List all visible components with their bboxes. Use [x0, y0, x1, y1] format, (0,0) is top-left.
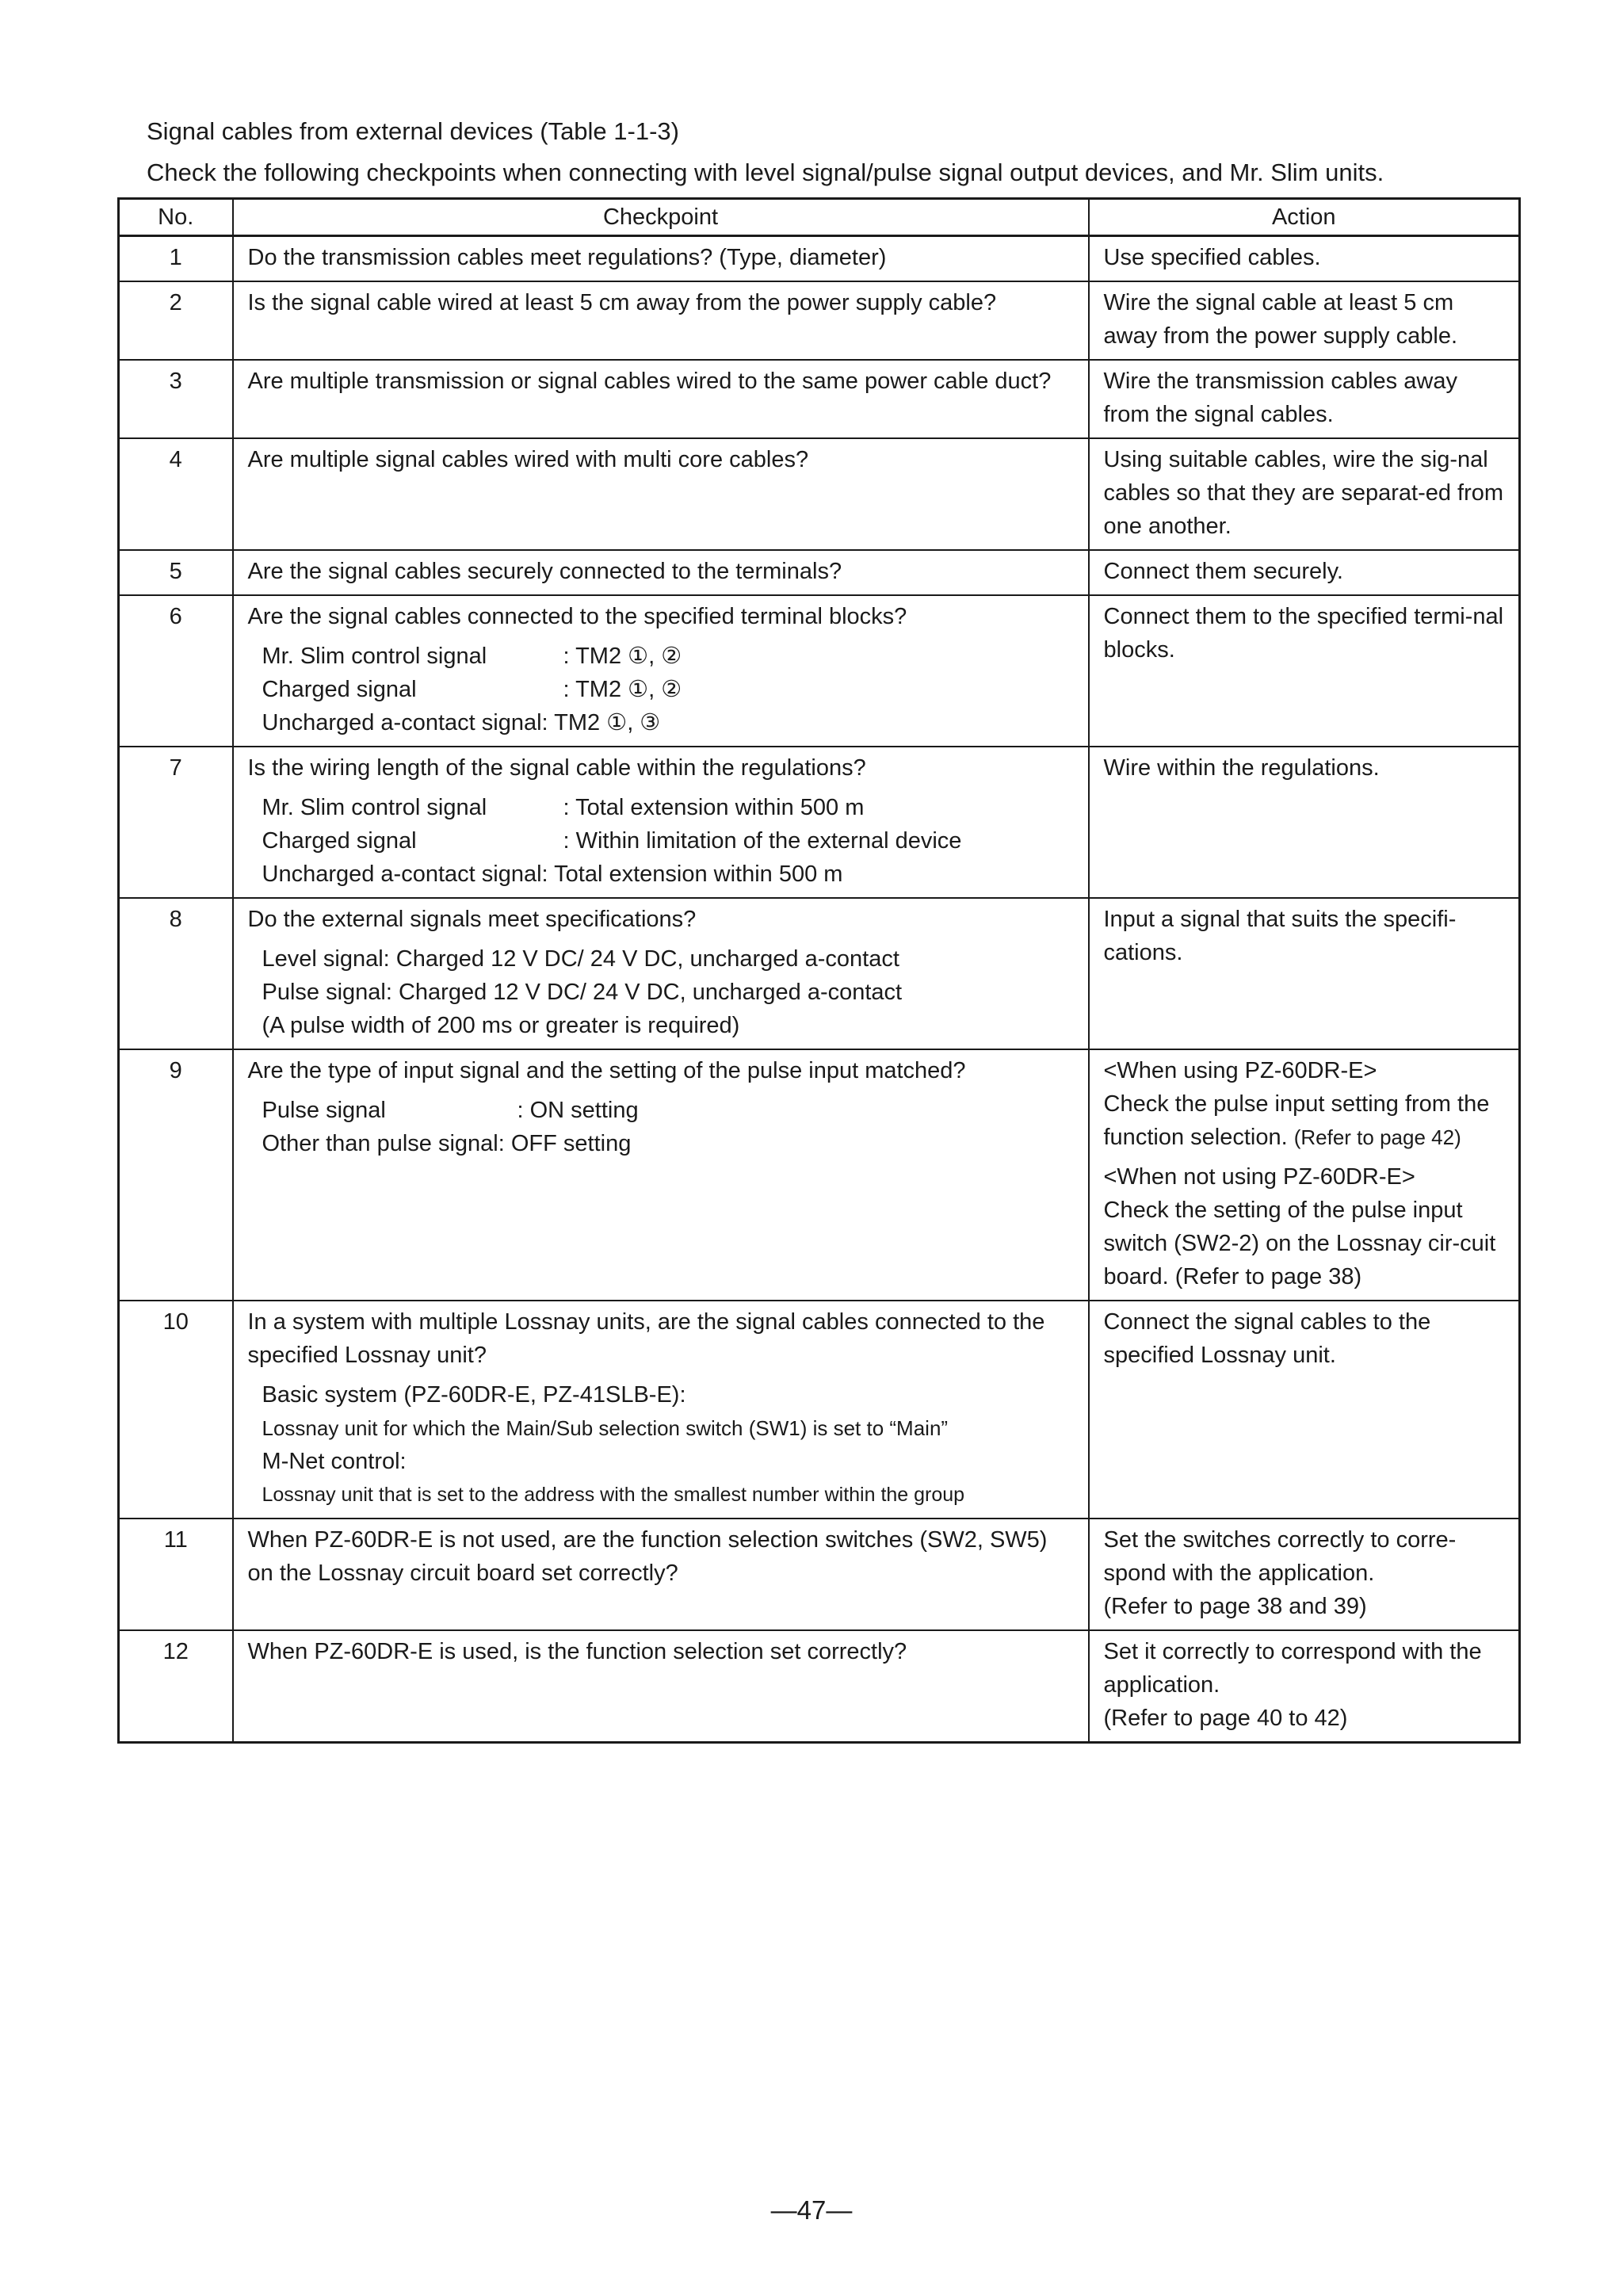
table-row: [119, 595, 1520, 747]
detail-label: Charged signal: [262, 828, 417, 854]
detail-label: Charged signal: [262, 677, 417, 702]
row-number: 9: [119, 1049, 233, 1301]
checkpoint-question: Is the wiring length of the signal cable within the regulations?: [247, 755, 866, 781]
checkpoint-question: Do the transmission cables meet regulations? (Type, diameter): [233, 236, 1089, 282]
table-row: [119, 360, 1520, 438]
checkpoint-question: Are multiple transmission or signal cables wired to the same power cable duct?: [233, 360, 1089, 438]
system-list: [248, 1378, 1074, 1511]
checkpoint-question: Do the external signals meet specifications?: [247, 907, 697, 932]
row-number: 10: [119, 1301, 233, 1519]
row-number: 12: [119, 1630, 233, 1743]
detail-line: Lossnay unit that is set to the address with the smallest number within the group: [262, 1484, 965, 1506]
detail-value: : ON setting: [517, 1098, 639, 1123]
row-number: 11: [119, 1519, 233, 1630]
detail-line: Basic system (PZ-60DR-E, PZ-41SLB-E):: [262, 1382, 686, 1408]
row-number: 5: [119, 550, 233, 595]
detail-line: [262, 791, 1074, 824]
detail-line: [262, 1094, 1074, 1127]
table-row: [119, 747, 1520, 898]
checkpoint-cell: [233, 1049, 1089, 1301]
action-subheading: <When using PZ-60DR-E>: [1103, 1058, 1377, 1083]
pulse-setting-list: [248, 1094, 1074, 1160]
table-row: [119, 1301, 1520, 1519]
detail-value: : TM2 ①, ②: [563, 644, 682, 669]
row-number: 1: [119, 236, 233, 282]
detail-value: : TM2 ①, ②: [563, 677, 682, 702]
checkpoint-question: In a system with multiple Lossnay units, are the signal cables connected to the specified Lossnay unit?: [247, 1309, 1045, 1368]
table-row: [119, 1049, 1520, 1301]
page-reference: (Refer to page 38 and 39): [1103, 1594, 1367, 1619]
table-description: Check the following checkpoints when connecting with level signal/pulse signal output devices, and Mr. Slim units.: [147, 159, 1384, 186]
checkpoint-question: Are multiple signal cables wired with multi core cables?: [233, 438, 1089, 550]
table-title: Signal cables from external devices (Table 1-1-3): [147, 117, 679, 145]
detail-line: Pulse signal: Charged 12 V DC/ 24 V DC, uncharged a-contact: [262, 980, 903, 1005]
action-text: Use specified cables.: [1089, 236, 1520, 282]
detail-line: M-Net control:: [262, 1449, 407, 1474]
action-block-using: [1104, 1054, 1505, 1154]
column-header-action: Action: [1089, 199, 1520, 236]
detail-line: Level signal: Charged 12 V DC/ 24 V DC, uncharged a-contact: [262, 946, 899, 972]
checkpoint-question: Are the type of input signal and the setting of the pulse input matched?: [247, 1058, 966, 1083]
table-row: [119, 898, 1520, 1049]
action-text: Connect the signal cables to the specified Lossnay unit.: [1089, 1301, 1520, 1519]
row-number: 7: [119, 747, 233, 898]
detail-line: [262, 1127, 1074, 1160]
action-cell: [1089, 1519, 1520, 1630]
detail-label: Mr. Slim control signal: [262, 644, 487, 669]
action-text: Wire within the regulations.: [1089, 747, 1520, 898]
checkpoint-cell: [233, 595, 1089, 747]
detail-label: Uncharged a-contact signal: [262, 710, 542, 735]
detail-value: : Within limitation of the external device: [563, 828, 962, 854]
action-cell: [1089, 1630, 1520, 1743]
table-row: [119, 281, 1520, 360]
action-text: Set the switches correctly to corre-spond with the application.: [1103, 1527, 1457, 1586]
detail-line: [262, 858, 1074, 891]
action-text: Connect them to the specified termi-nal blocks.: [1089, 595, 1520, 747]
detail-value: : TM2 ①, ③: [541, 710, 661, 735]
action-text: Check the setting of the pulse input switch (SW2-2) on the Lossnay cir-cuit board. (Refer to page 38): [1103, 1198, 1496, 1289]
action-text: Set it correctly to correspond with the application.: [1103, 1639, 1482, 1698]
detail-value: : OFF setting: [498, 1131, 632, 1156]
detail-line: (A pulse width of 200 ms or greater is required): [262, 1013, 740, 1038]
table-header-row: [119, 199, 1520, 236]
column-header-no: No.: [119, 199, 233, 236]
detail-line: [262, 706, 1074, 739]
column-header-checkpoint: Checkpoint: [233, 199, 1089, 236]
checkpoint-question: Are the signal cables connected to the specified terminal blocks?: [247, 604, 907, 629]
action-text: Wire the signal cable at least 5 cm away from the power supply cable.: [1089, 281, 1520, 360]
detail-value: : Total extension within 500 m: [563, 795, 865, 820]
checkpoint-table: [117, 197, 1521, 1744]
signal-spec-list: [248, 942, 1074, 1042]
action-cell: [1089, 1049, 1520, 1301]
table-row: [119, 1519, 1520, 1630]
checkpoint-cell: [233, 898, 1089, 1049]
action-block-not-using: [1104, 1160, 1505, 1293]
table-row: [119, 550, 1520, 595]
page-number: —47—: [770, 2195, 853, 2225]
page-reference: (Refer to page 42): [1293, 1125, 1461, 1149]
detail-line: [262, 673, 1074, 706]
checkpoint-question: Is the signal cable wired at least 5 cm away from the power supply cable?: [233, 281, 1089, 360]
checkpoint-cell: [233, 747, 1089, 898]
table-row: [119, 438, 1520, 550]
length-list: [248, 791, 1074, 891]
action-text: Wire the transmission cables away from the signal cables.: [1089, 360, 1520, 438]
detail-label: Uncharged a-contact signal: [262, 861, 542, 887]
detail-label: Pulse signal: [262, 1098, 386, 1123]
action-text: Check the pulse input setting from the function selection.: [1103, 1091, 1490, 1150]
row-number: 2: [119, 281, 233, 360]
page-heading: [147, 111, 1557, 193]
detail-label: Other than pulse signal: [262, 1131, 498, 1156]
detail-line: [262, 824, 1074, 858]
checkpoint-question: Are the signal cables securely connected to the terminals?: [233, 550, 1089, 595]
row-number: 3: [119, 360, 233, 438]
detail-line: Lossnay unit for which the Main/Sub selection switch (SW1) is set to “Main”: [262, 1416, 949, 1440]
page-reference: (Refer to page 40 to 42): [1103, 1706, 1348, 1731]
detail-value: : Total extension within 500 m: [541, 861, 843, 887]
detail-label: Mr. Slim control signal: [262, 795, 487, 820]
checkpoint-question: When PZ-60DR-E is used, is the function selection set correctly?: [233, 1630, 1089, 1743]
action-text: Connect them securely.: [1089, 550, 1520, 595]
action-subheading: <When not using PZ-60DR-E>: [1103, 1164, 1415, 1190]
checkpoint-question: When PZ-60DR-E is not used, are the function selection switches (SW2, SW5) on the Lossnay circuit board set correctly?: [233, 1519, 1089, 1630]
detail-line: [262, 640, 1074, 673]
action-text: Input a signal that suits the specifi-cations.: [1089, 898, 1520, 1049]
checkpoint-cell: [233, 1301, 1089, 1519]
action-text: Using suitable cables, wire the sig-nal cables so that they are separat-ed from one another.: [1089, 438, 1520, 550]
row-number: 8: [119, 898, 233, 1049]
row-number: 4: [119, 438, 233, 550]
table-row: [119, 1630, 1520, 1743]
terminal-list: [248, 640, 1074, 739]
row-number: 6: [119, 595, 233, 747]
table-row: [119, 236, 1520, 282]
